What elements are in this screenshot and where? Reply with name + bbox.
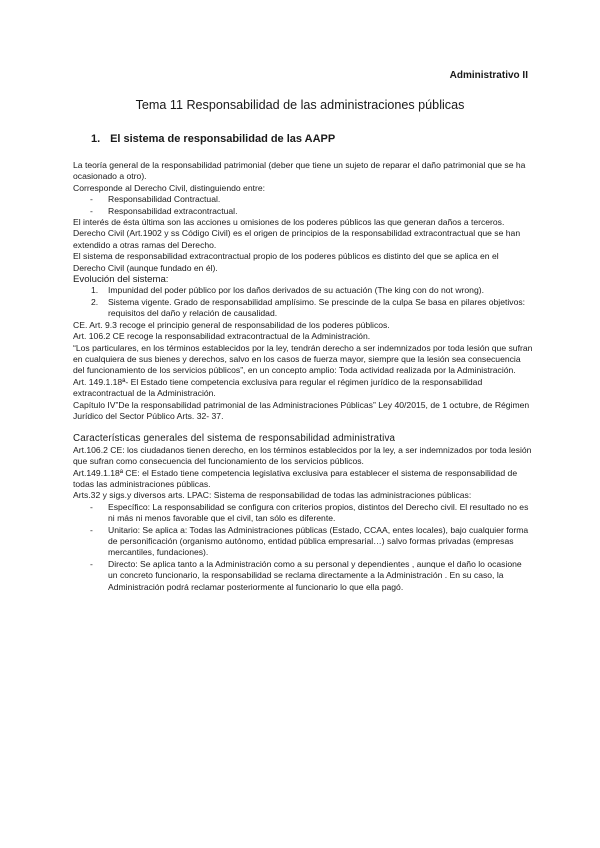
list-item: - Responsabilidad Contractual.	[90, 194, 221, 205]
paragraph: Art.149.1.18ª CE: el Estado tiene competencia legislativa exclusiva para establecer el sistema de responsabilidad de todas las administraciones públicas.	[73, 467, 518, 489]
list-number: 1.	[91, 285, 99, 296]
list-number: 2.	[91, 296, 99, 307]
section-label: El sistema de responsabilidad de las AAPP	[110, 133, 336, 145]
section-heading	[91, 134, 335, 145]
paragraph: Art.106.2 CE: los ciudadanos tienen derecho, en los términos establecidos por la ley, a ser indemnizados por toda lesión que sufran como consecuencia del funcionamiento de los servicios públicos.	[73, 444, 532, 467]
intro-paragraph: Corresponde al Derecho Civil, distinguiendo entre:	[73, 182, 266, 193]
evolution-label: Evolución del sistema:	[73, 274, 169, 286]
document-body	[73, 160, 533, 593]
dash-marker: -	[90, 558, 93, 569]
article-paragraph: CE. Art. 9.3 recoge el principio general de responsabilidad de los poderes públicos.	[73, 319, 390, 330]
subsection-heading: Características generales del sistema de responsabilidad administrativa	[73, 433, 396, 445]
course-header: Administrativo II	[449, 70, 528, 81]
spacer	[73, 422, 533, 433]
article-paragraph: “Los particulares, en los términos establecidos por la ley, tendrán derecho a ser indemnizados por toda lesión que sufran en cualquiera de sus bienes y derechos, salvo en los casos de fuerza mayor, siempre que la lesión sea consecuencia del funcionamiento de los servicios públicos”, en un concepto amplio: Toda actividad realizada por la Administración.	[73, 342, 533, 376]
paragraph: Arts.32 y sigs.y diversos arts. LPAC: Sistema de responsabilidad de todas las administraciones públicas:	[73, 490, 472, 501]
section-number: 1.	[91, 133, 101, 145]
paragraph: El interés de ésta última son las acciones u omisiones de los poderes públicos las que generan daños a terceros.	[73, 217, 505, 228]
list-item: - Directo: Se aplica tanto a la Administración como a su personal y dependientes , aunque el daño lo ocasione un concreto funcionario, la responsabilidad se reclama directamente a la Administración . En su caso, la Administración podrá reclamar posteriormente al funcionario lo que ella pagó.	[90, 558, 522, 592]
dash-marker: -	[90, 205, 93, 216]
dash-marker: -	[90, 501, 93, 512]
article-paragraph: Art. 106.2 CE recoge la responsabilidad extracontractual de la Administración.	[73, 331, 371, 342]
list-item: 2. Sistema vigente. Grado de responsabilidad amplísimo. Se prescinde de la culpa Se basa en pilares objetivos: requisitos del daño y relación de causalidad.	[91, 296, 526, 319]
paragraph: Derecho Civil (Art.1902 y ss Código Civil) es el origen de principios de la responsabilidad extracontractual que se han extendido a otras ramas del Derecho.	[73, 228, 521, 250]
list-item: - Unitario: Se aplica a: Todas las Administraciones públicas (Estado, CCAA, entes locales), bajo cualquier forma de personificación (organismo autónomo, entidad pública empresarial…) salvo formas privadas (empresas mercantiles, fundaciones).	[90, 524, 529, 558]
dash-marker: -	[90, 194, 93, 205]
intro-paragraph: La teoría general de la responsabilidad patrimonial (deber que tiene un sujeto de reparar el daño patrimonial que se ha ocasionado a otro).	[73, 160, 526, 182]
page-title: Tema 11 Responsabilidad de las administraciones públicas	[135, 98, 465, 112]
article-paragraph: Capítulo IV”De la responsabilidad patrimonial de las Administraciones Públicas” Ley 40/2015, de 1 octubre, de Régimen Jurídico del Sector Público Arts. 32- 37.	[73, 399, 530, 421]
article-paragraph: Art. 149.1.18ª- El Estado tiene competencia exclusiva para regular el régimen jurídico de la responsabilidad extracontractual de la Administración.	[73, 376, 483, 399]
list-item: - Específico: La responsabilidad se configura con criterios propios, distintos del Derecho civil. El resultado no es ni más ni menos favorable que el civil, tan sólo es diferente.	[90, 501, 529, 524]
dash-marker: -	[90, 524, 93, 535]
list-item: 1. Impunidad del poder público por los daños derivados de su actuación (The king con do not wrong).	[91, 285, 484, 296]
list-item: - Responsabilidad extracontractual.	[90, 205, 238, 216]
paragraph: El sistema de responsabilidad extracontractual propio de los poderes públicos es distinto del que se aplica en el Derecho Civil (aunque fundado en él).	[73, 251, 499, 273]
